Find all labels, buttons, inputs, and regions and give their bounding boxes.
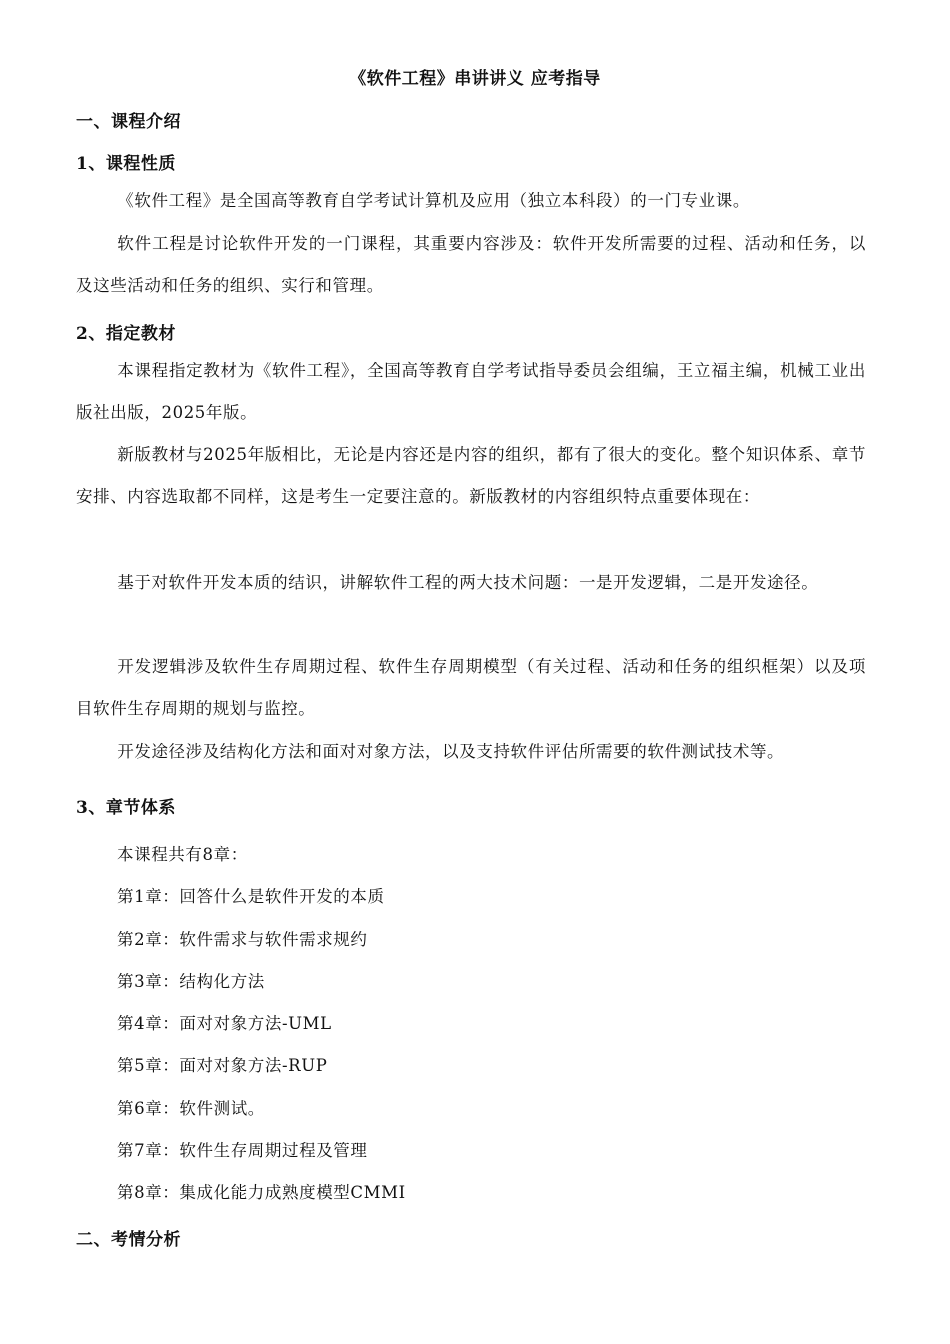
chapter-list: [117, 834, 406, 1215]
list-item: 第5章：面对对象方法-RUP: [117, 1056, 328, 1076]
section-heading-course-intro: 一、课程介绍: [76, 112, 181, 132]
paragraph-textbook-4: 开发逻辑涉及软件生存周期过程、软件生存周期模型（有关过程、活动和任务的组织框架）以及项目软件生存周期的规划与监控。: [76, 657, 866, 718]
paragraph-textbook-1: 本课程指定教材为《软件工程》，全国高等教育自学考试指导委员会组编，王立福主编，机械工业出版社出版，2025年版。: [76, 361, 866, 422]
paragraph-textbook-3: 基于对软件开发本质的结识，讲解软件工程的两大技术问题：一是开发逻辑，二是开发途径。: [117, 573, 819, 592]
list-item: 第8章：集成化能力成熟度模型CMMI: [117, 1183, 406, 1203]
paragraph-textbook-2: 新版教材与2025年版相比，无论是内容还是内容的组织，都有了很大的变化。整个知识体系、章节安排、内容选取都不同样，这是考生一定要注意的。新版教材的内容组织特点重要体现在：: [76, 445, 866, 506]
section-heading-exam-analysis: 二、考情分析: [76, 1230, 181, 1250]
list-item: 第3章：结构化方法: [117, 971, 265, 991]
subheading-course-nature: 1、课程性质: [76, 154, 176, 174]
subheading-textbook: 2、指定教材: [76, 324, 176, 344]
list-item: 第2章：软件需求与软件需求规约: [117, 929, 368, 949]
list-item: 第1章：回答什么是软件开发的本质: [117, 887, 385, 907]
paragraph-course-nature-1: 《软件工程》是全国高等教育自学考试计算机及应用（独立本科段）的一门专业课。: [117, 191, 750, 210]
list-item: 第7章：软件生存周期过程及管理: [117, 1141, 368, 1161]
document-title: 《软件工程》串讲讲义 应考指导: [349, 69, 601, 89]
paragraph-course-nature-2: 软件工程是讨论软件开发的一门课程，其重要内容涉及：软件开发所需要的过程、活动和任务，以及这些活动和任务的组织、实行和管理。: [76, 234, 866, 295]
subheading-chapter-system: 3、章节体系: [76, 798, 176, 818]
paragraph-textbook-5: 开发途径涉及结构化方法和面对对象方法，以及支持软件评估所需要的软件测试技术等。: [117, 742, 785, 761]
list-item: 第6章：软件测试。: [117, 1098, 265, 1118]
list-item: 本课程共有8章：: [117, 845, 248, 864]
list-item: 第4章：面对对象方法-UML: [117, 1014, 332, 1034]
